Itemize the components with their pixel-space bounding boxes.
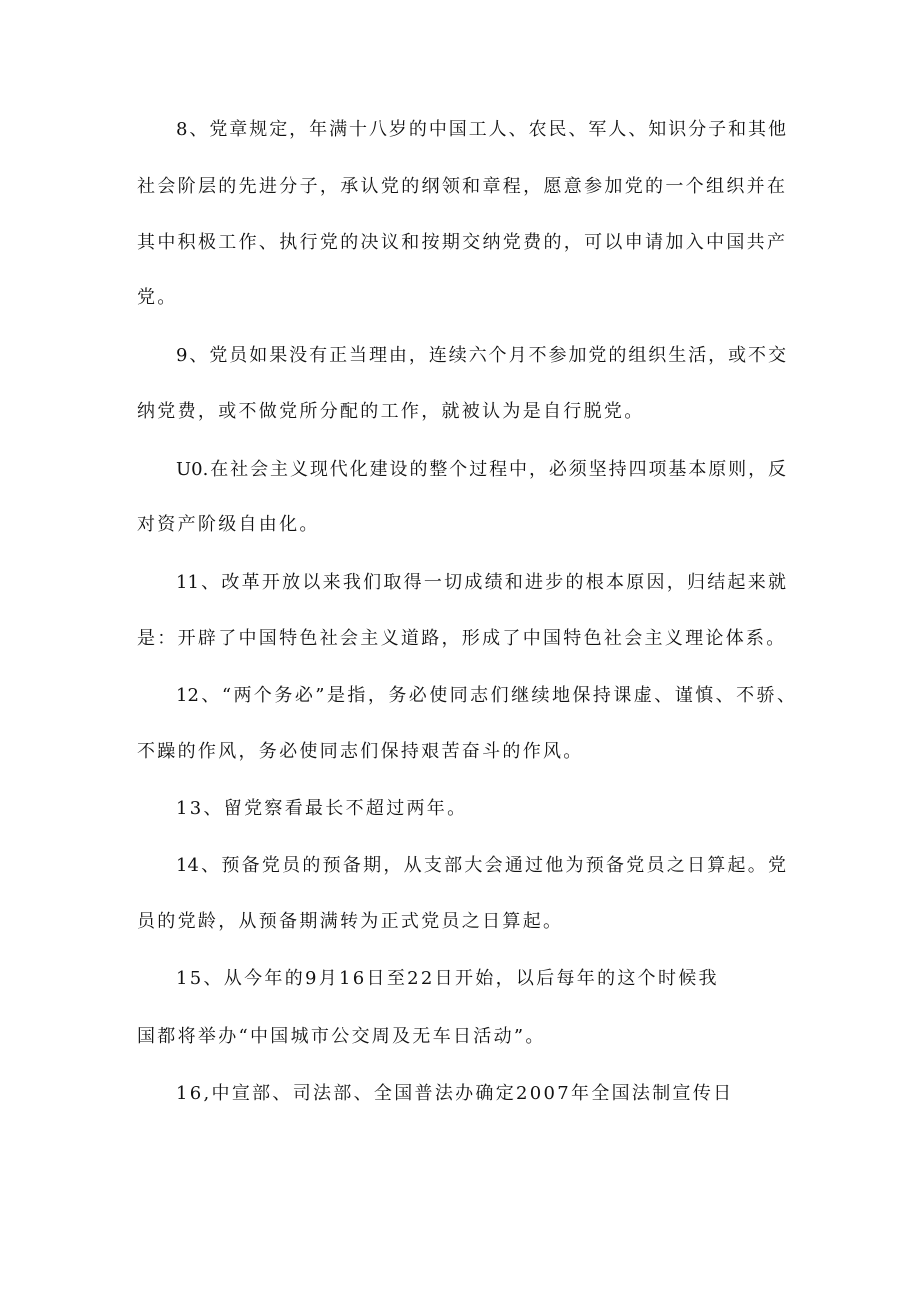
paragraph-line: 对资产阶级自由化。 (137, 514, 320, 535)
paragraph-line: 16,中宣部、司法部、全国普法办确定2007年全国法制宣传日 (176, 1083, 734, 1104)
paragraph-line: 15、从今年的9月16日至22日开始，以后每年的这个时候我 (176, 968, 719, 989)
paragraph-line: 9、党员如果没有正当理由，连续六个月不参加党的组织生活，或不交 (176, 345, 786, 366)
paragraph-line: U0.在社会主义现代化建设的整个过程中，必须坚持四项基本原则，反 (176, 459, 786, 480)
paragraph-line: 11、改革开放以来我们取得一切成绩和进步的根本原因，归结起来就 (176, 572, 786, 593)
paragraph-line: 其中积极工作、执行党的决议和按期交纳党费的，可以申请加入中国共产 (137, 232, 785, 253)
paragraph-line: 党。 (137, 287, 178, 308)
paragraph-line: 员的党龄，从预备期满转为正式党员之日算起。 (137, 911, 564, 932)
paragraph-line: 是：开辟了中国特色社会主义道路，形成了中国特色社会主义理论体系。 (137, 628, 787, 649)
paragraph-line: 13、留党察看最长不超过两年。 (176, 798, 468, 819)
paragraph-line: 14、预备党员的预备期，从支部大会通过他为预备党员之日算起。党 (176, 855, 786, 876)
paragraph-line: 不躁的作风，务必使同志们保持艰苦奋斗的作风。 (137, 741, 584, 762)
paragraph-line: 社会阶层的先进分子，承认党的纲领和章程，愿意参加党的一个组织并在 (137, 176, 785, 197)
paragraph-line: 纳党费，或不做党所分配的工作，就被认为是自行脱党。 (137, 401, 645, 422)
paragraph-line: 12、“两个务必”是指，务必使同志们继续地保持课虚、谨慎、不骄、 (176, 685, 795, 706)
paragraph-line: 8、党章规定，年满十八岁的中国工人、农民、军人、知识分子和其他 (176, 119, 786, 140)
paragraph-line: 国都将举办“中国城市公交周及无车日活动”。 (137, 1026, 546, 1047)
